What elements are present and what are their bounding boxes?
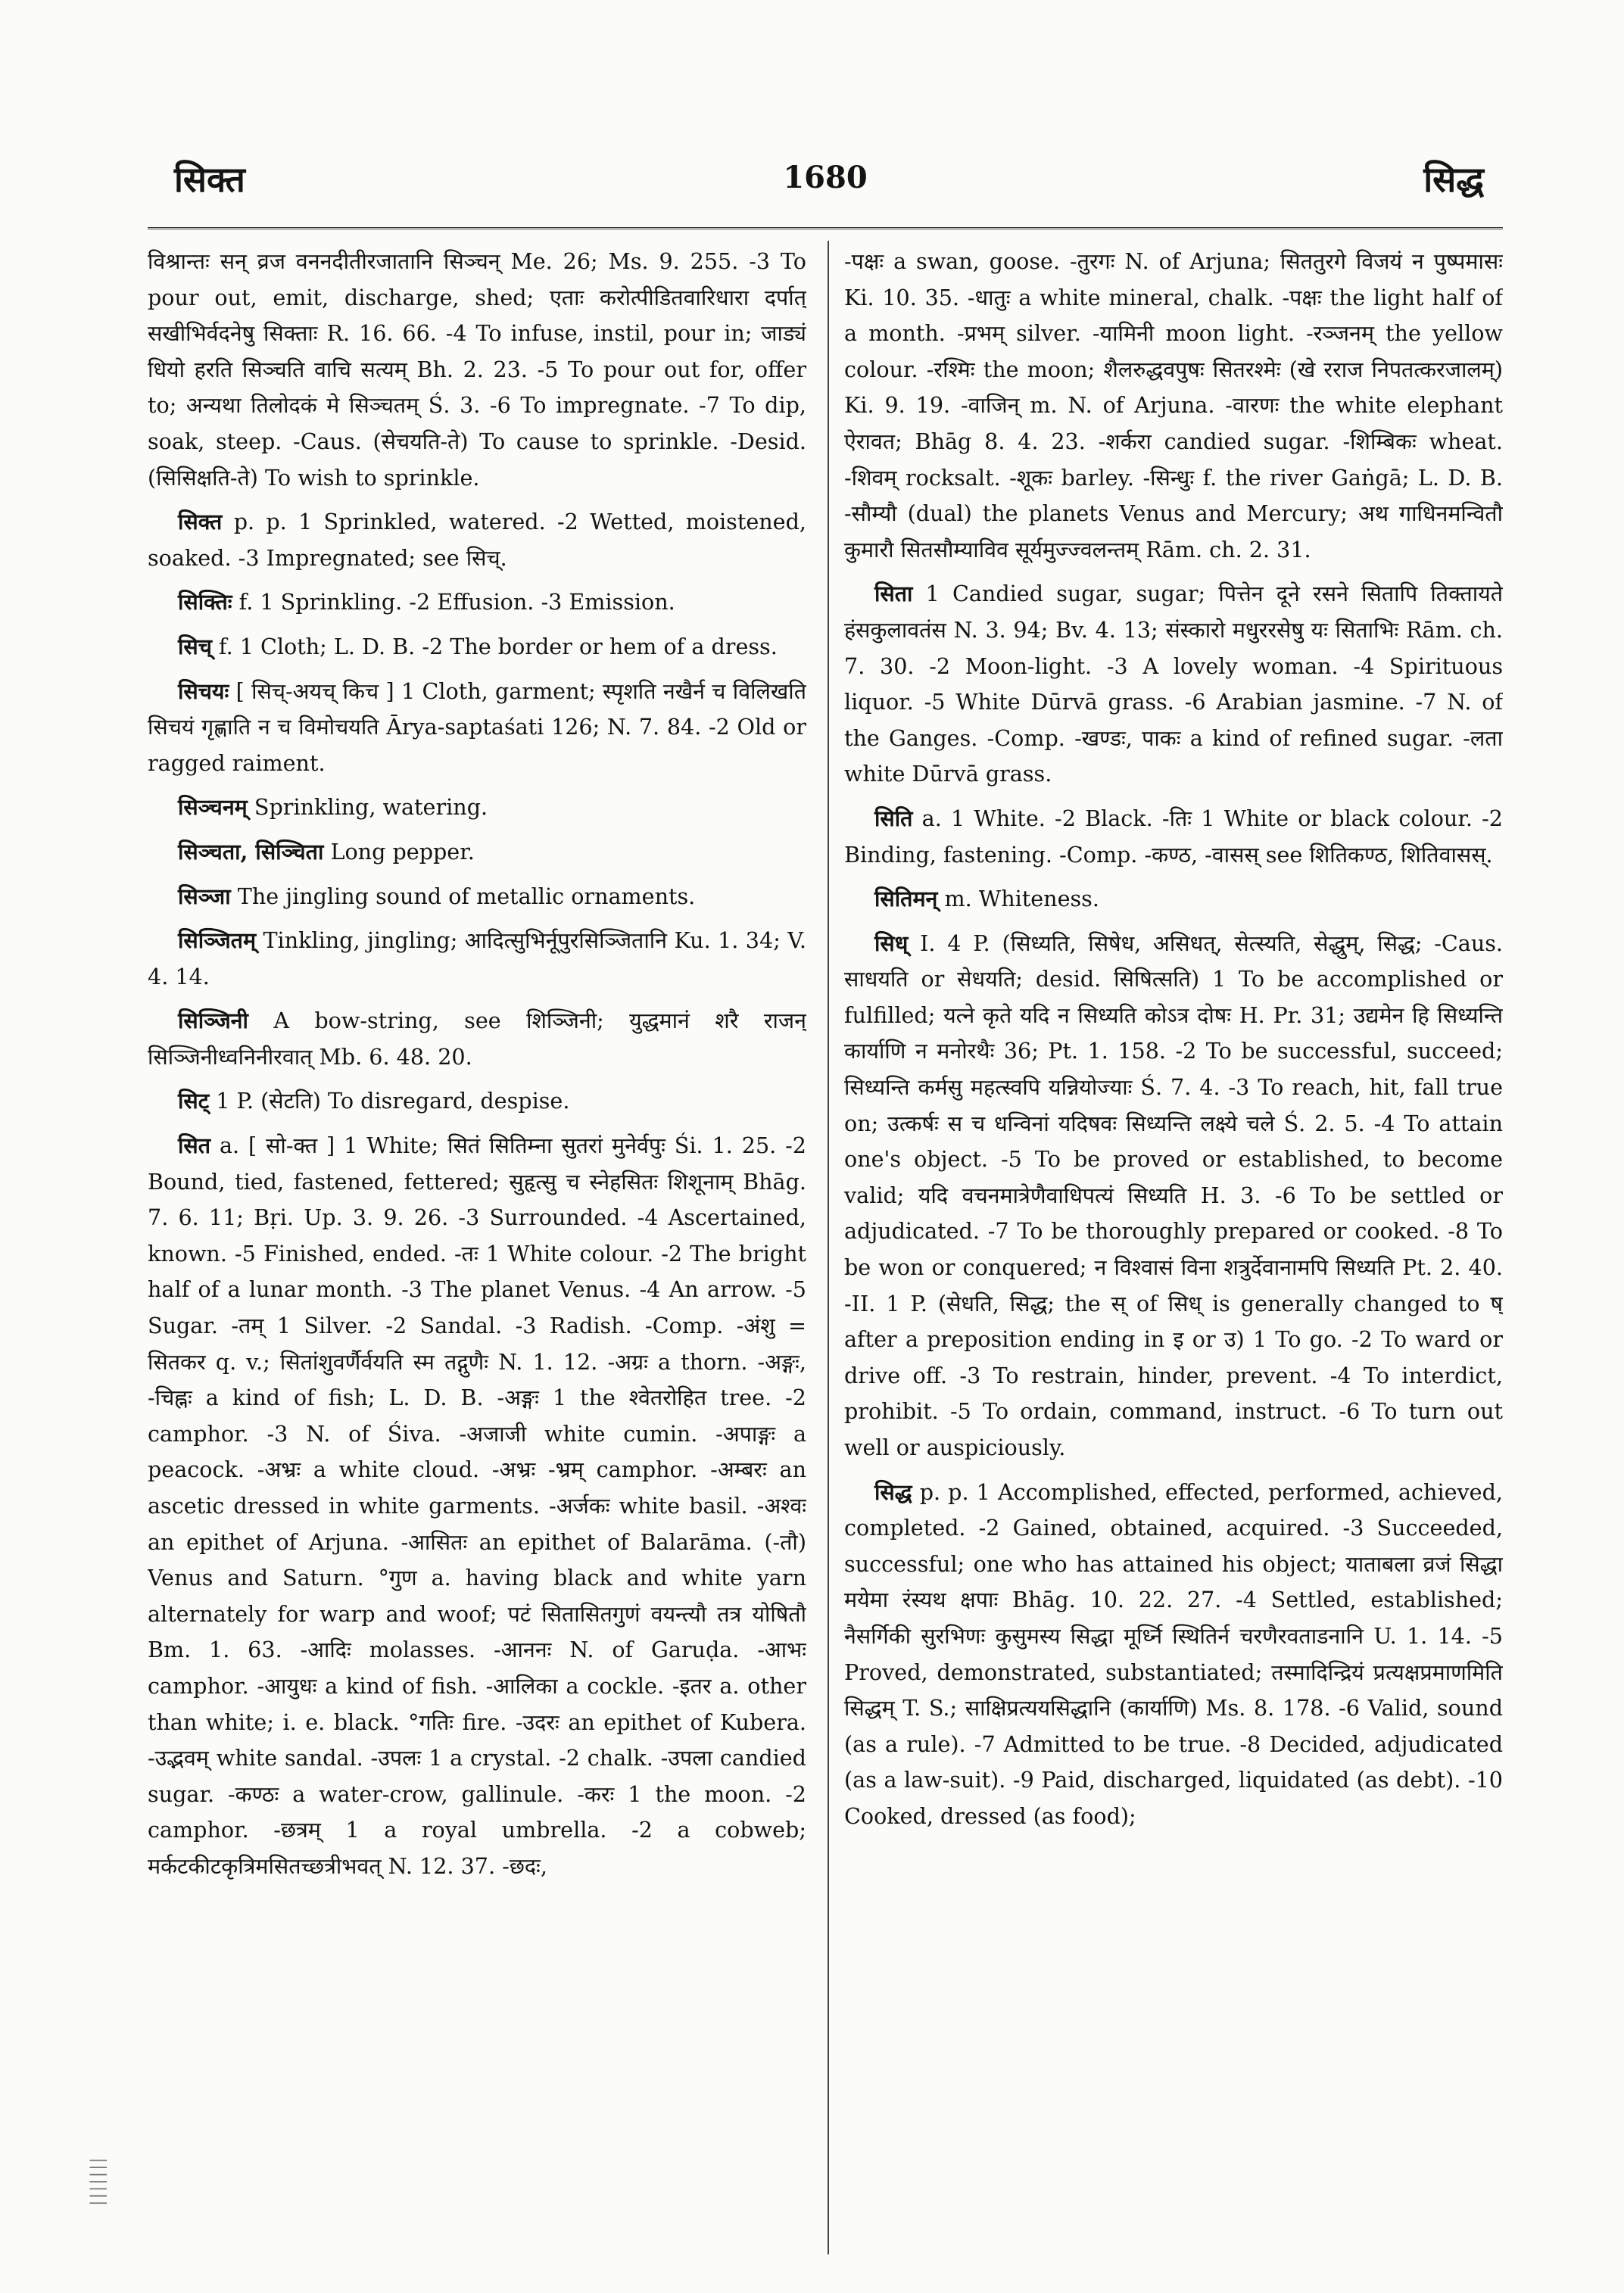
entry-headword: सिञ्जिनी (178, 1008, 248, 1034)
entry-definition: p. p. 1 Accomplished, effected, performed, achieved, completed. -2 Gained, obtained, acquired. -3 Succeeded, successful; one who has attained his object; याताबला व्रजं सिद्धा मयेमा रंस्यथ क्षपाः Bhāg. 10. 22. 27. -4 Settled, established; नैसर्गिकी सुरभिणः कुसुमस्य सिद्धा मूर्ध्नि स्थितिर्न चरणैरवताडनानि U. 1. 14. -5 Proved, demonstrated, substantiated; तस्मादिन्द्रियं प्रत्यक्षप्रमाणमिति सिद्धम् T. S.; साक्षिप्रत्ययसिद्धानि (कार्याणि) Ms. 8. 178. -6 Valid, sound (as a rule). -7 Admitted to be true. -8 Decided, adjudicated (as a law-suit). -9 Paid, discharged, liquidated (as debt). -10 Cooked, dressed (as food); (844, 1478, 1503, 1829)
entry-headword: सिद्ध (874, 1478, 912, 1505)
column-divider (828, 241, 829, 2254)
entry-definition: Long pepper. (330, 838, 475, 865)
entry-headword: सिञ्जा (178, 883, 231, 909)
entry-definition: a. 1 White. -2 Black. -तिः 1 White or black colour. -2 Binding, fastening. -Comp. -कण्ठ, -वासस् see शितिकण्ठ, शितिवासस्. (844, 805, 1503, 868)
dictionary-entry (148, 790, 806, 826)
entry-definition: A bow-string, see शिञ्जिनी; युद्धमानं शरै राजन् सिञ्जिनीध्वनिनीरवात् Mb. 6. 48. 20. (148, 1008, 806, 1070)
dictionary-entry (844, 576, 1503, 793)
entry-definition: p. p. 1 Sprinkled, watered. -2 Wetted, moistened, soaked. -3 Impregnated; see सिच्. (148, 509, 806, 571)
dictionary-entry (148, 923, 806, 995)
right-column (844, 244, 1503, 2265)
entry-definition: f. 1 Sprinkling. -2 Effusion. -3 Emission. (238, 589, 675, 615)
entry-headword: सित (178, 1132, 211, 1159)
dictionary-entry (844, 1475, 1503, 1835)
entry-definition: a. [ सो-क्त ] 1 White; सितं सितिम्ना सुतरां मुनेर्वपुः Śi. 1. 25. -2 Bound, tied, fastened, fettered; सुहृत्सु च स्नेहसितः शिशूनाम् Bhāg. 7. 6. 11; Bṛi. Up. 3. 9. 26. -3 Surrounded. -4 Ascertained, known. -5 Finished, ended. -तः 1 White colour. -2 The bright half of a lunar month. -3 The planet Venus. -4 An arrow. -5 Sugar. -तम् 1 Silver. -2 Sandal. -3 Radish. -Comp. -अंशु = सितकर q. v.; सितांशुवर्णैर्वयति स्म तद्गुणैः N. 1. 12. -अग्रः a thorn. -अङ्गः, -चिह्नः a kind of fish; L. D. B. -अङ्गः 1 the श्वेतरोहित tree. -2 camphor. -3 N. of Śiva. -अजाजी white cumin. -अपाङ्गः a peacock. -अभ्रः a white cloud. -अभ्रः -भ्रम् camphor. -अम्बरः an ascetic dressed in white garments. -अर्जकः white basil. -अश्वः an epithet of Arjuna. -आसितः an epithet of Balarāma. (-तौ) Venus and Saturn. °गुण a. having black and white yarn alternately for warp and woof; पटं सितासितगुणं वयन्त्यौ तत्र योषितौ Bm. 1. 63. -आदिः molasses. -आननः N. of Garuḍa. -आभः camphor. -आयुधः a kind of fish. -आलिका a cockle. -इतर a. other than white; i. e. black. °गतिः fire. -उदरः an epithet of Kubera. -उद्भवम् white sandal. -उपलः 1 a crystal. -2 chalk. -उपला candied sugar. -कण्ठः a water-crow, gallinule. -करः 1 the moon. -2 camphor. -छत्रम् 1 a royal umbrella. -2 a cobweb; मर्कटकीटकृत्रिमसितच्छत्रीभवत् N. 12. 37. -छदः, (148, 1132, 806, 1879)
entry-headword: सिञ्जितम् (178, 927, 257, 954)
dictionary-entry (148, 504, 806, 576)
entry-definition: m. Whiteness. (944, 886, 1099, 912)
page-number: 1680 (783, 160, 868, 195)
entry-definition: f. 1 Cloth; L. D. B. -2 The border or hem of a dress. (219, 633, 778, 659)
dictionary-entry (148, 244, 806, 496)
header-rule (148, 227, 1503, 229)
dictionary-entry (148, 1128, 806, 1884)
dictionary-entry (148, 1003, 806, 1075)
left-column (148, 244, 806, 2265)
dictionary-entry (844, 801, 1503, 873)
margin-mark: ||||||| (89, 2157, 108, 2207)
entry-definition: The jingling sound of metallic ornaments. (237, 883, 696, 909)
dictionary-entry (844, 926, 1503, 1466)
dictionary-entry (148, 584, 806, 621)
entry-headword: सिक्त (178, 509, 223, 535)
entry-headword: सिध् (874, 930, 909, 956)
entry-headword: सितिमन् (874, 886, 938, 912)
right-guide-word: सिद्ध (1423, 159, 1484, 200)
dictionary-entry (148, 1083, 806, 1120)
entry-definition: 1 P. (सेटति) To disregard, despise. (216, 1088, 570, 1114)
entry-headword: सिञ्चनम् (178, 794, 248, 821)
dictionary-entry (148, 629, 806, 665)
dictionary-entry (844, 881, 1503, 918)
entry-headword: सिट् (178, 1088, 210, 1114)
entry-definition: विश्रान्तः सन् व्रज वननदीतीरजातानि सिञ्चन् Me. 26; Ms. 9. 255. -3 To pour out, emit, discharge, shed; एताः करोत्पीडितवारिधारा दर्पात् सखीभिर्वदनेषु सिक्ताः R. 16. 66. -4 To infuse, instil, pour in; जाड्यं धियो हरति सिञ्चति वाचि सत्यम् Bh. 2. 23. -5 To pour out for, offer to; अन्यथा तिलोदकं मे सिञ्चतम् Ś. 3. -6 To impregnate. -7 To dip, soak, steep. -Caus. (सेचयति-ते) To cause to sprinkle. -Desid. (सिसिक्षति-ते) To wish to sprinkle. (148, 248, 806, 491)
entry-definition: I. 4 P. (सिध्यति, सिषेध, असिधत्, सेत्स्यति, सेद्धुम्, सिद्ध; -Caus. साधयति or सेधयति; desid. सिषित्सति) 1 To be accomplished or fulfilled; यत्ने कृते यदि न सिध्यति कोऽत्र दोषः H. Pr. 31; उद्यमेन हि सिध्यन्ति कार्याणि न मनोरथैः 36; Pt. 1. 158. -2 To be successful, succeed; सिध्यन्ति कर्मसु महत्स्वपि यन्नियोज्याः Ś. 7. 4. -3 To reach, hit, fall true on; उत्कर्षः स च धन्विनां यदिषवः सिध्यन्ति लक्ष्ये चले Ś. 2. 5. -4 To attain one's object. -5 To be proved or established, to become valid; यदि वचनमात्रेणैवाधिपत्यं सिध्यति H. 3. -6 To be settled or adjudicated. -7 To be thoroughly prepared or cooked. -8 To be won or conquered; न विश्वासं विना शत्रुर्देवानामपि सिध्यति Pt. 2. 40. -II. 1 P. (सेधति, सिद्ध; the स् of सिध् is generally changed to ष् after a preposition ending in इ or उ) 1 To go. -2 To ward or drive off. -3 To restrain, hinder, prevent. -4 To interdict, prohibit. -5 To ordain, command, instruct. -6 To turn out well or auspiciously. (844, 930, 1503, 1460)
entry-headword: सिञ्चता, सिञ्चिता (178, 838, 324, 865)
dictionary-entry (148, 674, 806, 782)
dictionary-entry (148, 834, 806, 871)
entry-headword: सिचयः (178, 678, 229, 704)
entry-definition: Tinkling, jingling; आदित्सुभिर्नूपुरसिञ्जितानि Ku. 1. 34; V. 4. 14. (148, 927, 806, 989)
entry-headword: सिति (874, 805, 913, 831)
entry-definition: 1 Candied sugar, sugar; पित्तेन दूने रसने सितापि तिक्तायते हंसकुलावतंस N. 3. 94; Bv. 4. 13; संस्कारो मधुररसेषु यः सिताभिः Rām. ch. 7. 30. -2 Moon-light. -3 A lovely woman. -4 Spirituous liquor. -5 White Dūrvā grass. -6 Arabian jasmine. -7 N. of the Ganges. -Comp. -खण्डः, पाकः a kind of refined sugar. -लता white Dūrvā grass. (844, 581, 1503, 787)
left-guide-word: सिक्त (174, 159, 245, 200)
entry-headword: सिक्तिः (178, 589, 232, 615)
running-header (151, 155, 1499, 216)
entry-headword: सिच् (178, 633, 212, 659)
entry-definition: Sprinkling, watering. (254, 794, 488, 821)
entry-definition: -पक्षः a swan, goose. -तुरगः N. of Arjuna; सिततुरगे विजयं न पुष्पमासः Ki. 10. 35. -धातुः a white mineral, chalk. -पक्षः the light half of a month. -प्रभम् silver. -यामिनी moon light. -रञ्जनम् the yellow colour. -रश्मिः the moon; शैलरुद्धवपुषः सितरश्मेः (खे रराज निपतत्करजालम्) Ki. 9. 19. -वाजिन् m. N. of Arjuna. -वारणः the white elephant ऐरावत; Bhāg 8. 4. 23. -शर्करा candied sugar. -शिम्बिकः wheat. -शिवम् rocksalt. -शूकः barley. -सिन्धुः f. the river Gaṅgā; L. D. B. -सौम्यौ (dual) the planets Venus and Mercury; अथ गाधिनमन्वितौ कुमारौ सितसौम्याविव सूर्यमुज्ज्वलन्तम् Rām. ch. 2. 31. (844, 248, 1503, 562)
dictionary-entry (844, 244, 1503, 568)
entry-headword: सिता (874, 581, 913, 607)
entry-definition: [ सिच्-अयच् किच ] 1 Cloth, garment; स्पृशति नखैर्न च विलिखति सिचयं गृह्णाति न च विमोचयति Ārya-saptaśati 126; N. 7. 84. -2 Old or ragged raiment. (148, 678, 806, 776)
dictionary-entry (148, 879, 806, 915)
